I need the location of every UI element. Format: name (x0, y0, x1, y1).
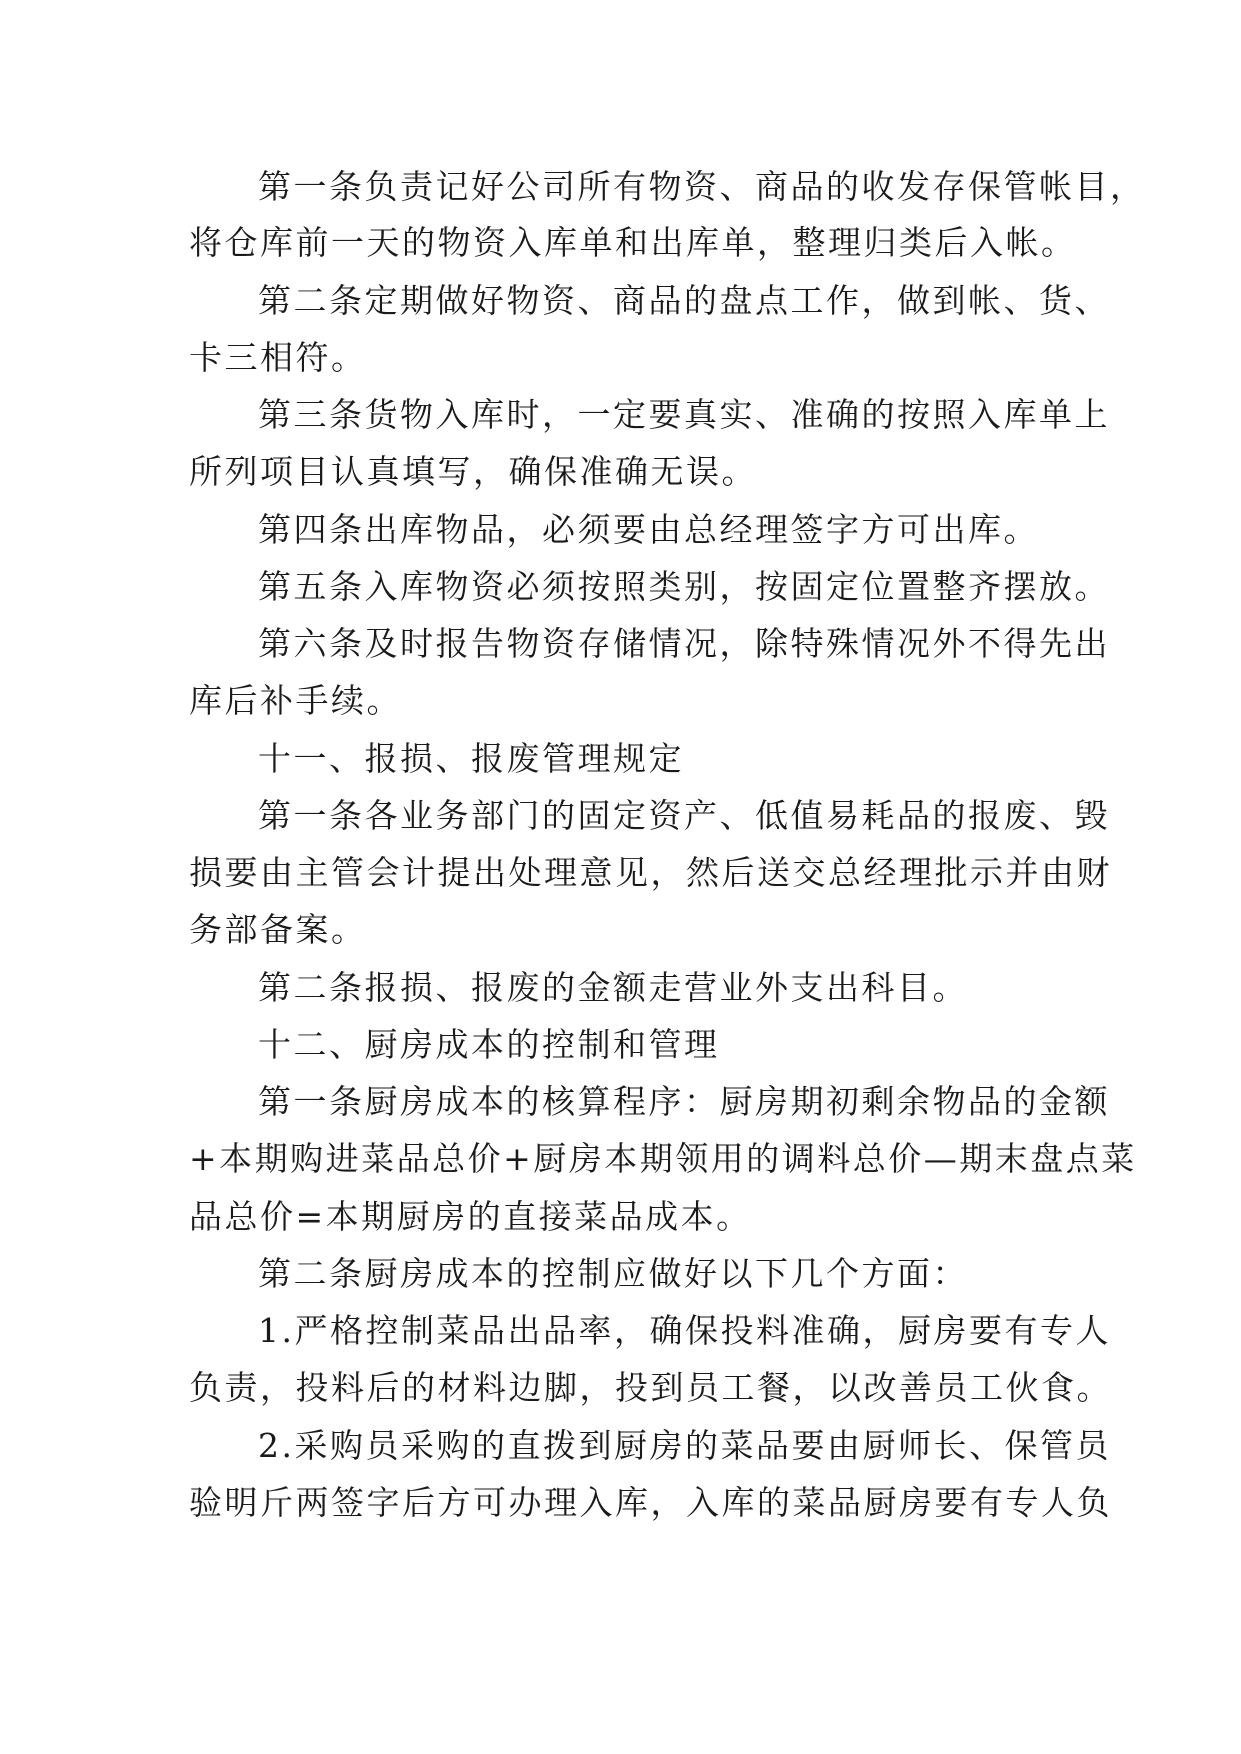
para-6-line-1: 第六条及时报告物资存储情况，除特殊情况外不得先出 (258, 624, 1110, 663)
para-1-line-1: 第一条负责记好公司所有物资、商品的收发存保管帐目， (258, 167, 1146, 206)
para-9-line-1: 第二条报损、报废的金额走营业外支出科目。 (258, 968, 968, 1007)
para-11-line-3: 品总价=本期厨房的直接菜品成本。 (189, 1197, 752, 1236)
para-8-line-3: 务部备案。 (189, 910, 367, 949)
para-6-line-2: 库后补手续。 (189, 681, 402, 720)
para-13-line-2: 负责，投料后的材料边脚，投到员工餐，以改善员工伙食。 (189, 1368, 1112, 1407)
para-12-line-1: 第二条厨房成本的控制应做好以下几个方面： (258, 1254, 968, 1293)
para-2-line-1: 第二条定期做好物资、商品的盘点工作，做到帐、货、 (258, 281, 1110, 320)
para-11-line-1: 第一条厨房成本的核算程序：厨房期初剩余物品的金额 (258, 1082, 1110, 1121)
para-3-line-1: 第三条货物入库时，一定要真实、准确的按照入库单上 (258, 395, 1110, 434)
para-14-line-1: 2.采购员采购的直拨到厨房的菜品要由厨师长、保管员 (258, 1426, 1111, 1465)
para-3-line-2: 所列项目认真填写，确保准确无误。 (189, 452, 757, 491)
section-heading-12: 十二、厨房成本的控制和管理 (258, 1025, 720, 1064)
para-2-line-2: 卡三相符。 (189, 338, 367, 377)
para-13-line-1: 1.严格控制菜品出品率，确保投料准确，厨房要有专人 (258, 1311, 1111, 1350)
para-5-line-1: 第五条入库物资必须按照类别，按固定位置整齐摆放。 (258, 567, 1110, 606)
para-8-line-1: 第一条各业务部门的固定资产、低值易耗品的报废、毁 (258, 796, 1110, 835)
para-8-line-2: 损要由主管会计提出处理意见，然后送交总经理批示并由财 (189, 853, 1112, 892)
para-4-line-1: 第四条出库物品，必须要由总经理签字方可出库。 (258, 510, 1039, 549)
section-heading-11: 十一、报损、报废管理规定 (258, 739, 684, 778)
para-1-line-2: 将仓库前一天的物资入库单和出库单，整理归类后入帐。 (189, 223, 1077, 262)
para-11-line-2: +本期购进菜品总价+厨房本期领用的调料总价—期末盘点菜 (189, 1139, 1137, 1178)
para-14-line-2: 验明斤两签字后方可办理入库，入库的菜品厨房要有专人负 (189, 1483, 1112, 1522)
